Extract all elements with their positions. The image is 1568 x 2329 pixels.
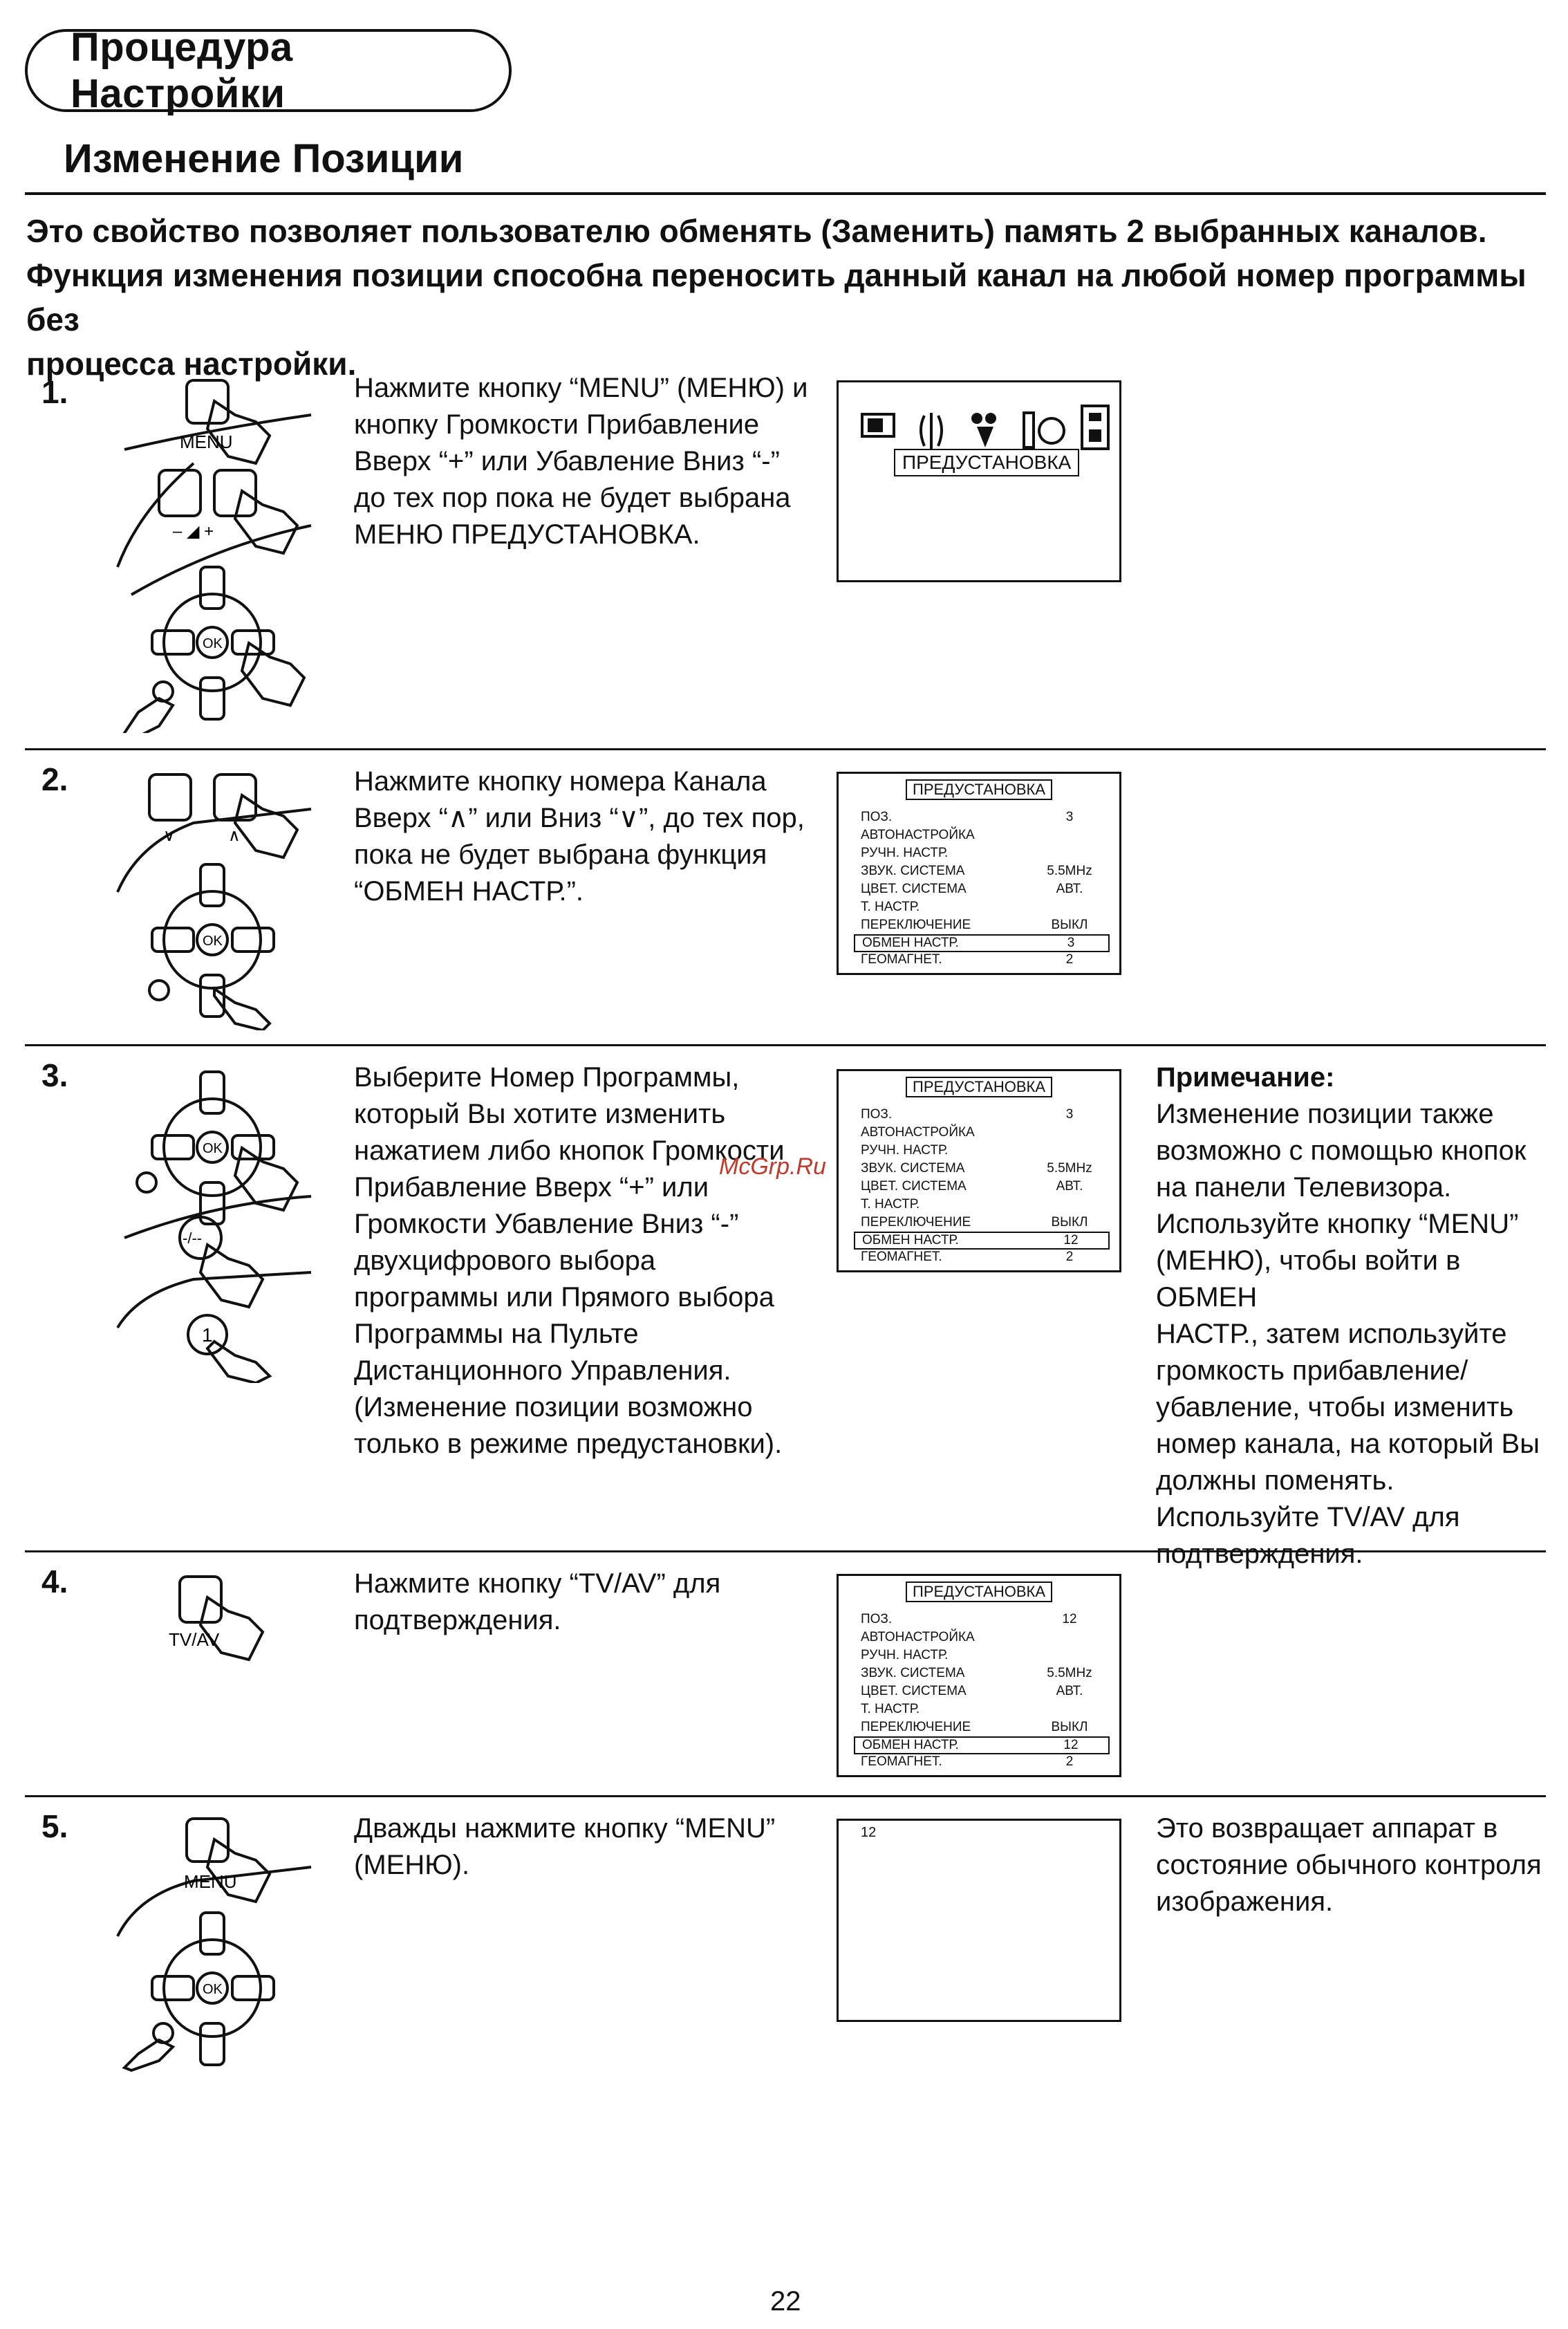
preset-label: ПРЕДУСТАНОВКА xyxy=(894,449,1079,476)
menu-row-selected: ОБМЕН НАСТР. 12 xyxy=(854,1736,1110,1754)
step-number: 4. xyxy=(41,1564,68,1599)
menu-row: ЦВЕТ. СИСТЕМА АВТ. xyxy=(861,1684,1083,1698)
menu-row: ЗВУК. СИСТЕМА 5.5MHz xyxy=(861,1161,1092,1176)
text-line: (МЕНЮ). xyxy=(354,1850,470,1880)
section-subtitle: Изменение Позиции xyxy=(64,136,464,181)
menu-title: ПРЕДУСТАНОВКА xyxy=(906,1077,1052,1097)
menu-row: РУЧН. НАСТР. xyxy=(861,1648,949,1662)
features-icon xyxy=(967,409,1006,450)
text-line: “ОБМЕН НАСТР.”. xyxy=(354,876,584,907)
ok-label: OK xyxy=(203,934,223,949)
step-divider xyxy=(25,1044,1546,1046)
page-number: 22 xyxy=(770,2286,801,2317)
menu-label: MENU xyxy=(184,1871,237,1892)
menu-row: ПЕРЕКЛЮЧЕНИЕ ВЫКЛ xyxy=(861,1720,1088,1734)
text-line: Громкости Убавление Вниз “-” xyxy=(354,1209,739,1239)
tvav-label: TV/AV xyxy=(169,1629,220,1650)
tv-screen-preset-menu xyxy=(837,772,1121,975)
note-line: на панели Телевизора. xyxy=(1156,1172,1452,1203)
text-line: который Вы хотите изменить xyxy=(354,1099,726,1129)
menu-row: АВТОНАСТРОЙКА xyxy=(861,1125,975,1140)
note-line: (МЕНЮ), чтобы войти в ОБМЕН xyxy=(1156,1245,1461,1312)
text-line: кнопку Громкости Прибавление xyxy=(354,409,760,440)
menu-title: ПРЕДУСТАНОВКА xyxy=(906,779,1052,800)
note-line: НАСТР., затем используйте xyxy=(1156,1319,1507,1349)
note-line: Используйте TV/AV для xyxy=(1156,1502,1460,1532)
text-line: Программы на Пульте xyxy=(354,1319,639,1349)
text-line: только в режиме предустановки). xyxy=(354,1429,783,1459)
tv-screen-preset-menu xyxy=(837,1069,1121,1272)
ch-down-button-icon xyxy=(149,774,191,820)
preset-icon xyxy=(1079,403,1112,453)
menu-row: ПОЗ. 12 xyxy=(861,1612,1077,1626)
watermark: McGrp.Ru xyxy=(719,1153,826,1180)
ch-down-label: ∨ xyxy=(163,826,176,845)
step-number: 2. xyxy=(41,761,68,797)
text-line: подтверждения. xyxy=(354,1605,561,1635)
menu-title: ПРЕДУСТАНОВКА xyxy=(906,1581,1052,1602)
intro-line: Функция изменения позиции способна переносить данный канал на любой номер программы без xyxy=(26,257,1527,337)
text-line: Нажмите кнопку “TV/AV” для xyxy=(354,1568,721,1599)
note-line: должны поменять. xyxy=(1156,1465,1394,1496)
text-line: пока не будет выбрана функция xyxy=(354,839,767,870)
step-number: 5. xyxy=(41,1808,68,1844)
text-line: Дважды нажмите кнопку “MENU” xyxy=(354,1813,776,1844)
sound-icon xyxy=(915,409,953,450)
intro-line: Это свойство позволяет пользователю обменять (Заменить) память 2 выбранных каналов. xyxy=(26,213,1487,249)
step-number: 3. xyxy=(41,1057,68,1093)
note-line: состояние обычного контроля xyxy=(1156,1850,1542,1880)
menu-row: АВТОНАСТРОЙКА xyxy=(861,1630,975,1644)
vol-up-button-icon xyxy=(214,470,256,516)
remote-illustration-step5 xyxy=(111,1812,332,2075)
text-line: Дистанционного Управления. xyxy=(354,1355,731,1386)
intro-paragraph xyxy=(26,209,1547,386)
text-line: программы или Прямого выбора xyxy=(354,1282,774,1312)
step-number: 1. xyxy=(41,374,68,410)
menu-row: ЦВЕТ. СИСТЕМА АВТ. xyxy=(861,882,1083,896)
timer-icon xyxy=(1021,409,1070,450)
step-instructions xyxy=(354,370,824,553)
menu-button-icon xyxy=(187,1819,228,1862)
menu-row: ЗВУК. СИСТЕМА 5.5MHz xyxy=(861,864,1092,878)
note-line: убавление, чтобы изменить xyxy=(1156,1392,1514,1422)
note-line: Это возвращает аппарат в xyxy=(1156,1813,1498,1844)
ok-label: OK xyxy=(203,1141,223,1156)
menu-row-selected: ОБМЕН НАСТР. 12 xyxy=(854,1232,1110,1250)
text-line: Вверх “∧” или Вниз “∨”, до тех пор, xyxy=(354,803,805,833)
dash-label: -/-- xyxy=(183,1230,203,1247)
menu-row: ГЕОМАГНЕТ. 2 xyxy=(861,952,1074,967)
menu-row: ПОЗ. 3 xyxy=(861,1107,1074,1122)
header-divider xyxy=(25,192,1546,195)
text-line: Выберите Номер Программы, xyxy=(354,1062,740,1093)
tv-screen-menu-icons xyxy=(837,380,1121,582)
text-line: Вверх “+” или Убавление Вниз “-” xyxy=(354,446,780,476)
menu-row: РУЧН. НАСТР. xyxy=(861,1143,949,1158)
note-line: подтверждения. xyxy=(1156,1539,1363,1569)
step-divider xyxy=(25,1795,1546,1797)
menu-row: Т. НАСТР. xyxy=(861,1702,920,1716)
step-instructions xyxy=(354,1059,824,1463)
menu-row: Т. НАСТР. xyxy=(861,900,920,914)
step-divider xyxy=(25,748,1546,750)
text-line: МЕНЮ ПРЕДУСТАНОВКА. xyxy=(354,519,700,550)
note-line: Используйте кнопку “MENU” xyxy=(1156,1209,1519,1239)
menu-label: MENU xyxy=(180,432,233,452)
menu-button-icon xyxy=(187,380,228,423)
menu-row: ПОЗ. 3 xyxy=(861,810,1074,824)
ch-up-label: ∧ xyxy=(228,826,241,845)
intro-line: процесса настройки. xyxy=(26,346,357,382)
menu-row: ЦВЕТ. СИСТЕМА АВТ. xyxy=(861,1179,1083,1194)
note-block xyxy=(1156,1810,1543,1920)
tv-screen-preset-menu xyxy=(837,1574,1121,1777)
text-line: Прибавление Вверх “+” или xyxy=(354,1172,709,1203)
channel-number: 12 xyxy=(861,1825,877,1840)
text-line: (Изменение позиции возможно xyxy=(354,1392,753,1422)
menu-row: ЗВУК. СИСТЕМА 5.5MHz xyxy=(861,1666,1092,1680)
menu-row: ГЕОМАГНЕТ. 2 xyxy=(861,1754,1074,1769)
note-line: номер канала, на который Вы xyxy=(1156,1429,1540,1459)
menu-row: РУЧН. НАСТР. xyxy=(861,846,949,860)
step-instructions xyxy=(354,1810,824,1884)
remote-illustration-step3 xyxy=(111,1065,332,1383)
note-line: Изменение позиции также xyxy=(1156,1099,1494,1129)
text-line: Нажмите кнопку “MENU” (МЕНЮ) и xyxy=(354,373,808,403)
menu-row: ПЕРЕКЛЮЧЕНИЕ ВЫКЛ xyxy=(861,918,1088,932)
ok-label: OK xyxy=(203,1982,223,1997)
tvav-button-icon xyxy=(180,1577,221,1622)
menu-row: АВТОНАСТРОЙКА xyxy=(861,828,975,842)
remote-illustration-step1 xyxy=(111,373,332,733)
text-line: до тех пор пока не будет выбрана xyxy=(354,483,791,513)
text-line: нажатием либо кнопок Громкости xyxy=(354,1135,785,1166)
ch-up-button-icon xyxy=(214,774,256,820)
text-line: Нажмите кнопку номера Канала xyxy=(354,766,767,797)
one-label: 1 xyxy=(202,1324,213,1346)
step-instructions xyxy=(354,1566,824,1639)
note-line: громкость прибавление/ xyxy=(1156,1355,1468,1386)
note-line: изображения. xyxy=(1156,1886,1334,1917)
picture-icon xyxy=(859,409,898,443)
note-line: возможно с помощью кнопок xyxy=(1156,1135,1527,1166)
ok-label: OK xyxy=(203,636,223,651)
menu-row-selected: ОБМЕН НАСТР. 3 xyxy=(854,934,1110,952)
remote-illustration-step2 xyxy=(111,768,332,1030)
tv-screen-normal xyxy=(837,1819,1121,2022)
note-block xyxy=(1156,1059,1543,1572)
menu-row: Т. НАСТР. xyxy=(861,1197,920,1212)
text-line: двухцифрового выбора xyxy=(354,1245,656,1276)
menu-row: ПЕРЕКЛЮЧЕНИЕ ВЫКЛ xyxy=(861,1215,1088,1230)
vol-label: – ◢ + xyxy=(173,522,214,541)
page-title-text: Процедура Настройки xyxy=(71,25,293,116)
remote-illustration-step4 xyxy=(159,1570,297,1667)
step-instructions xyxy=(354,763,824,910)
note-title: Примечание: xyxy=(1156,1062,1335,1093)
menu-row: ГЕОМАГНЕТ. 2 xyxy=(861,1250,1074,1264)
page-title xyxy=(25,25,512,116)
